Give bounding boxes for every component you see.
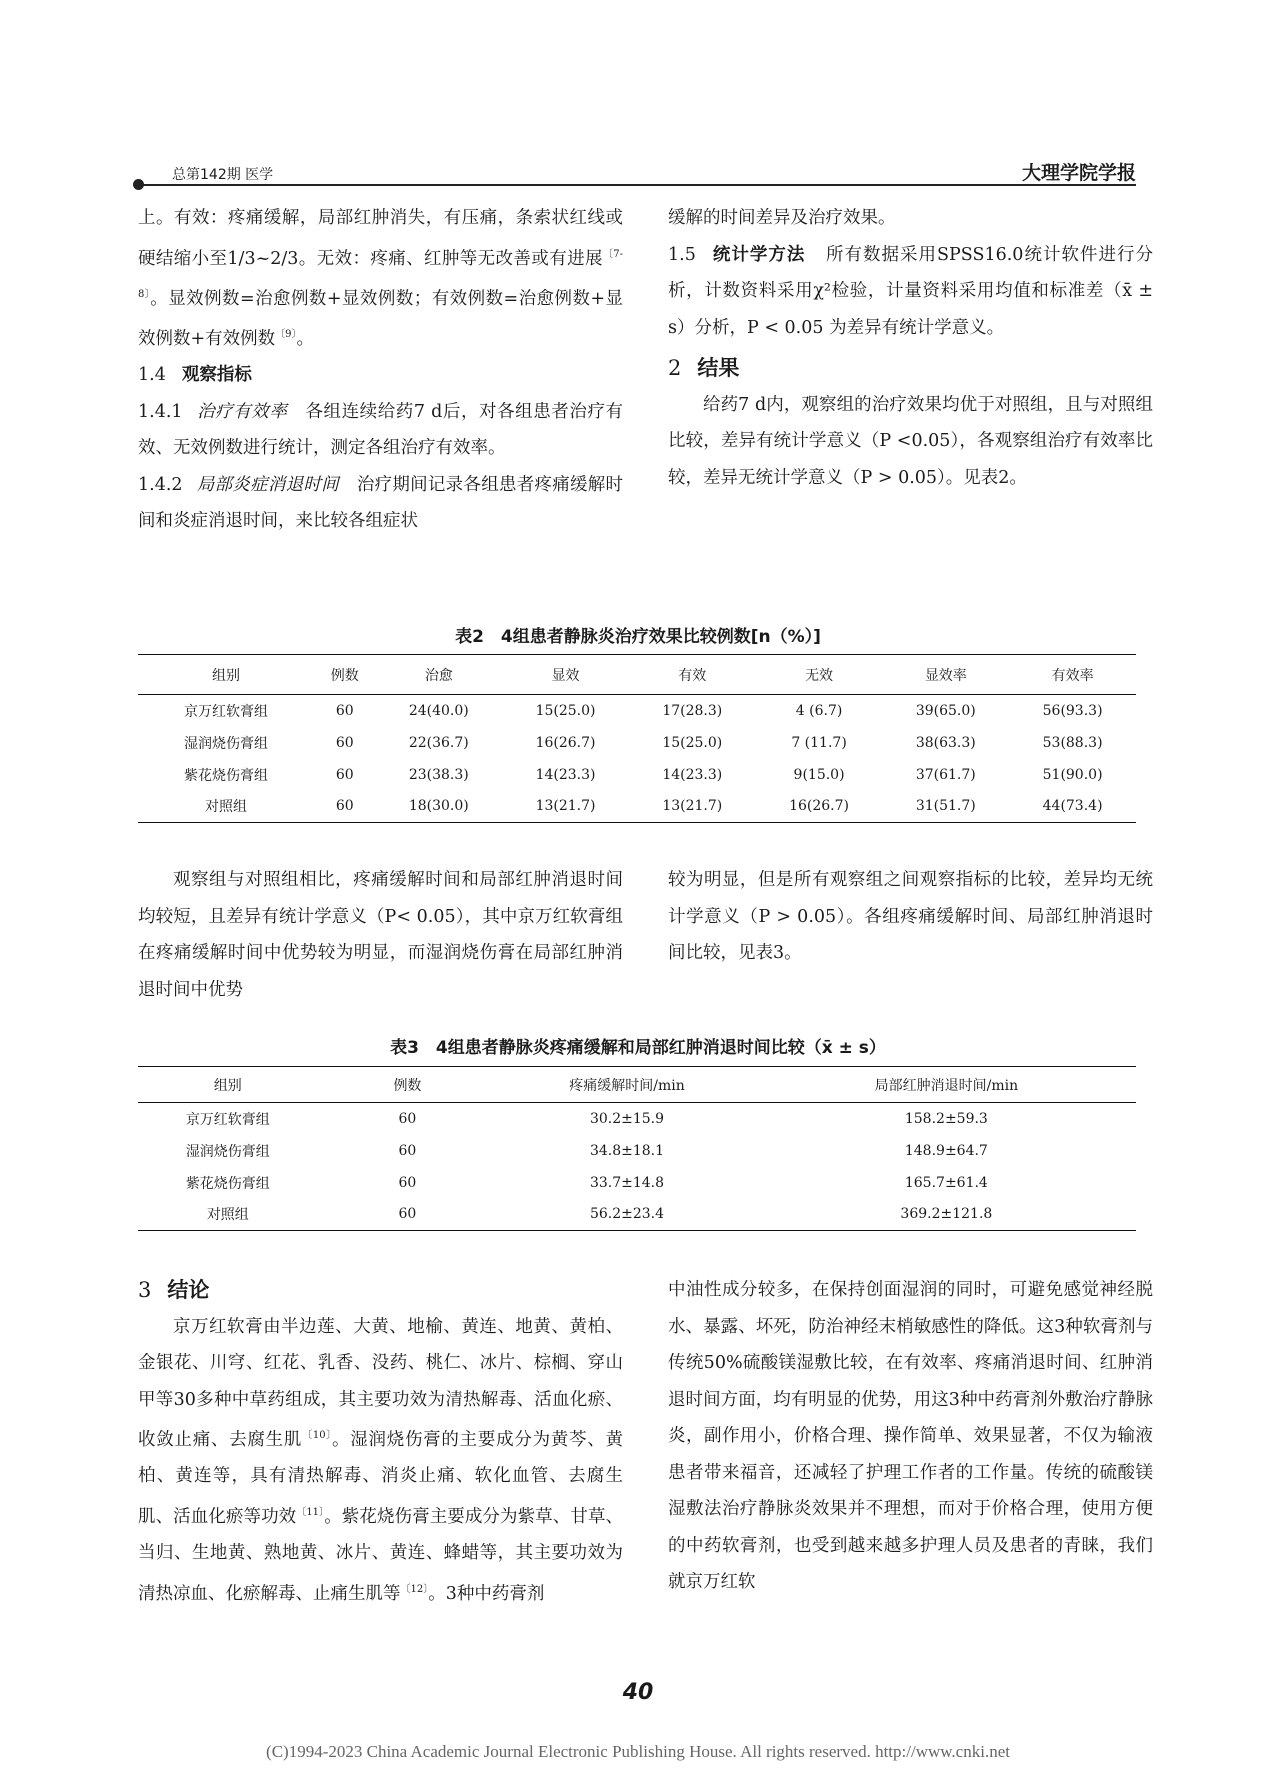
table-cell: 158.2±59.3 — [904, 1110, 988, 1127]
column-header: 有效率 — [1051, 667, 1094, 684]
table-cell: 湿润烧伤膏组 — [184, 735, 269, 752]
table-cell: 京万红软膏组 — [184, 703, 269, 720]
table-cell: 30.2±15.9 — [589, 1110, 665, 1127]
table-cell: 23(38.3) — [408, 766, 469, 783]
section-heading-3: 3 结论 — [138, 1278, 210, 1302]
table-cell: 对照组 — [205, 799, 248, 816]
table-cell: 56.2±23.4 — [589, 1206, 665, 1223]
column-header: 显效 — [551, 667, 580, 684]
table-cell: 14(23.3) — [662, 766, 723, 783]
table-cell: 37(61.7) — [915, 766, 976, 783]
right-column-middle — [668, 862, 1153, 972]
section-heading-2: 2 结果 — [668, 356, 740, 380]
table-cell: 148.9±64.7 — [904, 1142, 988, 1159]
header-divider — [138, 184, 1136, 186]
subsection-1-5: 1.5 统计学方法 所有数据采用SPSS16.0统计软件进行分析，计数资料采用χ²检验，计量资料采用均值和标准差（x̄ ± s）分析，P < 0.05 为差异有统计学意义。 — [668, 244, 1153, 338]
table-header-row — [138, 655, 1136, 695]
subsection-1-4-2: 1.4.2 局部炎症消退时间 治疗期间记录各组患者疼痛缓解时间和炎症消退时间，来比较各组症状 — [138, 474, 624, 532]
table-header-row — [138, 1067, 1136, 1103]
table-cell: 17(28.3) — [662, 702, 723, 719]
table-cell: 39(65.0) — [915, 702, 976, 719]
comparison-paragraph-continued: 较为明显，但是所有观察组之间观察指标的比较，差异均无统计学意义（P > 0.05）。各组疼痛缓解时间、局部红肿消退时间比较，见表3。 — [668, 870, 1153, 963]
subsection-title: 治疗有效率 — [196, 401, 288, 422]
conclusion-paragraph: 京万红软膏由半边莲、大黄、地榆、黄连、地黄、黄柏、金银花、川穹、红花、乳香、没药、桃仁、冰片、棕榈、穿山甲等30多种中草药组成，其主要功效为清热解毒、活血化瘀、收敛止痛、去腐生肌$^{〔10〕}$。湿润烧伤膏的主要成分为黄芩、黄柏、黄连等，具有清热解毒、消炎止痛、软化血管、去腐生肌、活血化瘀等功效$^{〔11〕}$。紫花烧伤膏主要成分为紫草、甘草、当归、生地黄、熟地黄、冰片、黄连、蜂蜡等，其主要功效为清热凉血、化瘀解毒、止痛生肌等$^{〔12〕}$。3种中药膏剂 — [138, 1316, 623, 1604]
table-cell: 14(23.3) — [535, 766, 596, 783]
copyright-footer: (C)1994-2023 China Academic Journal Electronic Publishing House. All rights reserved. http://www.cnki.net — [266, 1742, 1010, 1761]
table-cell: 53(88.3) — [1042, 734, 1103, 751]
table-row — [138, 791, 1136, 823]
evaluation-criteria-paragraph: 上。有效：疼痛缓解，局部红肿消失，有压痛，条索状红线或硬结缩小至1/3~2/3。无效：疼痛、红肿等无改善或有进展$^{〔7-8〕}$。显效例数=治愈例数+显效例数；有效例数=治愈例数+显效例数+有效例数$^{〔9〕}$。 — [138, 208, 623, 349]
citation-ref: 〔7-8〕 — [138, 248, 623, 300]
table2 — [138, 654, 1136, 823]
table-cell: 369.2±121.8 — [900, 1206, 993, 1223]
column-header: 疼痛缓解时间/min — [569, 1077, 685, 1094]
table-cell: 13(21.7) — [535, 798, 596, 815]
running-header-issue: 总第142期 医学 — [172, 167, 274, 183]
conclusion-paragraph-continued: 中油性成分较多，在保持创面湿润的同时，可避免感觉神经脱水、暴露、坏死，防治神经末梢敏感性的降低。这3种软膏剂与传统50%硫酸镁湿敷比较，在有效率、疼痛消退时间、红肿消退时间方面，均有明显的优势，用这3种中药膏剂外敷治疗静脉炎，副作用小，价格合理、操作简单、效果显著，不仅为输液患者带来福音，还减轻了护理工作者的工作量。传统的硫酸镁湿敷法治疗静脉炎效果并不理想，而对于价格合理，使用方便的中药软膏剂，也受到越来越多护理人员及患者的青睐，我们就京万红软 — [668, 1280, 1153, 1592]
table-row — [138, 1167, 1136, 1199]
table-cell: 13(21.7) — [662, 798, 723, 815]
table-cell: 60 — [335, 734, 354, 751]
citation-ref: 〔9〕 — [275, 329, 297, 341]
table-cell: 60 — [398, 1142, 417, 1159]
table-cell: 33.7±14.8 — [589, 1174, 665, 1191]
column-header: 治愈 — [424, 667, 453, 684]
table-cell: 34.8±18.1 — [589, 1142, 665, 1159]
table-cell: 24(40.0) — [408, 702, 469, 719]
table-cell: 60 — [335, 798, 354, 815]
left-column-top — [138, 200, 623, 540]
table-cell: 38(63.3) — [915, 734, 976, 751]
left-column-bottom — [138, 1272, 623, 1612]
journal-title: 大理学院学报 — [1021, 162, 1136, 184]
table-cell: 4 (6.7) — [795, 702, 843, 719]
section-heading-1-4: 1.4 观察指标 — [138, 365, 252, 386]
subsection-title: 局部炎症消退时间 — [196, 474, 339, 495]
column-header: 组别 — [212, 667, 241, 684]
table-cell: 16(26.7) — [789, 798, 850, 815]
citation-ref: 〔12〕 — [400, 1583, 429, 1595]
page-number: 40 — [622, 1680, 654, 1705]
column-header: 例数 — [330, 667, 359, 684]
table-cell: 9(15.0) — [793, 766, 845, 783]
table-cell: 56(93.3) — [1042, 702, 1103, 719]
table-cell: 60 — [398, 1174, 417, 1191]
table-cell: 7 (11.7) — [791, 734, 847, 751]
table-cell: 对照组 — [206, 1207, 249, 1224]
table-row — [138, 759, 1136, 791]
table-row — [138, 727, 1136, 759]
right-column-bottom — [668, 1272, 1153, 1601]
table-cell: 31(51.7) — [915, 798, 976, 815]
column-header: 例数 — [393, 1077, 422, 1094]
table-cell: 15(25.0) — [662, 734, 723, 751]
comparison-paragraph: 观察组与对照组相比，疼痛缓解时间和局部红肿消退时间均较短，且差异有统计学意义（P< 0.05），其中京万红软膏组在疼痛缓解时间中优势较为明显，而湿润烧伤膏在局部红肿消退时间中优势 — [138, 870, 623, 1000]
table-cell: 紫花烧伤膏组 — [185, 1175, 270, 1192]
header-bullet-mark — [133, 179, 144, 190]
continued-paragraph: 缓解的时间差异及治疗效果。 — [668, 208, 896, 228]
column-header: 显效率 — [924, 667, 967, 684]
citation-ref: 〔10〕 — [302, 1430, 333, 1441]
table3 — [138, 1066, 1136, 1231]
left-column-middle — [138, 862, 623, 1008]
table-row — [138, 695, 1136, 727]
table-cell: 湿润烧伤膏组 — [185, 1143, 270, 1160]
column-header: 组别 — [213, 1077, 242, 1094]
column-header: 无效 — [805, 667, 834, 684]
table-row — [138, 1103, 1136, 1135]
table-cell: 60 — [335, 766, 354, 783]
table-cell: 18(30.0) — [408, 798, 469, 815]
table-cell: 16(26.7) — [535, 734, 596, 751]
column-header: 局部红肿消退时间/min — [874, 1077, 1019, 1094]
table-cell: 60 — [335, 702, 354, 719]
table3-caption: 表3 4组患者静脉炎疼痛缓解和局部红肿消退时间比较（x̄ ± s） — [390, 1038, 886, 1058]
subsection-1-4-1: 1.4.1 治疗有效率 各组连续给药7 d后，对各组患者治疗有效、无效例数进行统计，测定各组治疗有效率。 — [138, 401, 624, 459]
column-header: 有效 — [678, 667, 707, 684]
table-cell: 京万红软膏组 — [185, 1111, 270, 1128]
table-cell: 60 — [398, 1110, 417, 1127]
table-row — [138, 1135, 1136, 1167]
results-paragraph: 给药7 d内，观察组的治疗效果均优于对照组，且与对照组比较，差异有统计学意义（P <0.05），各观察组治疗有效率比较，差异无统计学意义（P > 0.05）。见表2。 — [668, 394, 1153, 488]
table-cell: 22(36.7) — [408, 734, 469, 751]
table-cell: 60 — [398, 1206, 417, 1223]
table-cell: 15(25.0) — [535, 702, 596, 719]
table-cell: 51(90.0) — [1042, 766, 1103, 783]
table-cell: 44(73.4) — [1042, 798, 1103, 815]
table2-caption: 表2 4组患者静脉炎治疗效果比较例数[n（%）] — [455, 627, 821, 647]
right-column-top — [668, 200, 1153, 496]
table-row — [138, 1199, 1136, 1231]
citation-ref: 〔11〕 — [296, 1506, 325, 1518]
table-cell: 紫花烧伤膏组 — [184, 767, 269, 784]
table-cell: 165.7±61.4 — [904, 1174, 988, 1191]
